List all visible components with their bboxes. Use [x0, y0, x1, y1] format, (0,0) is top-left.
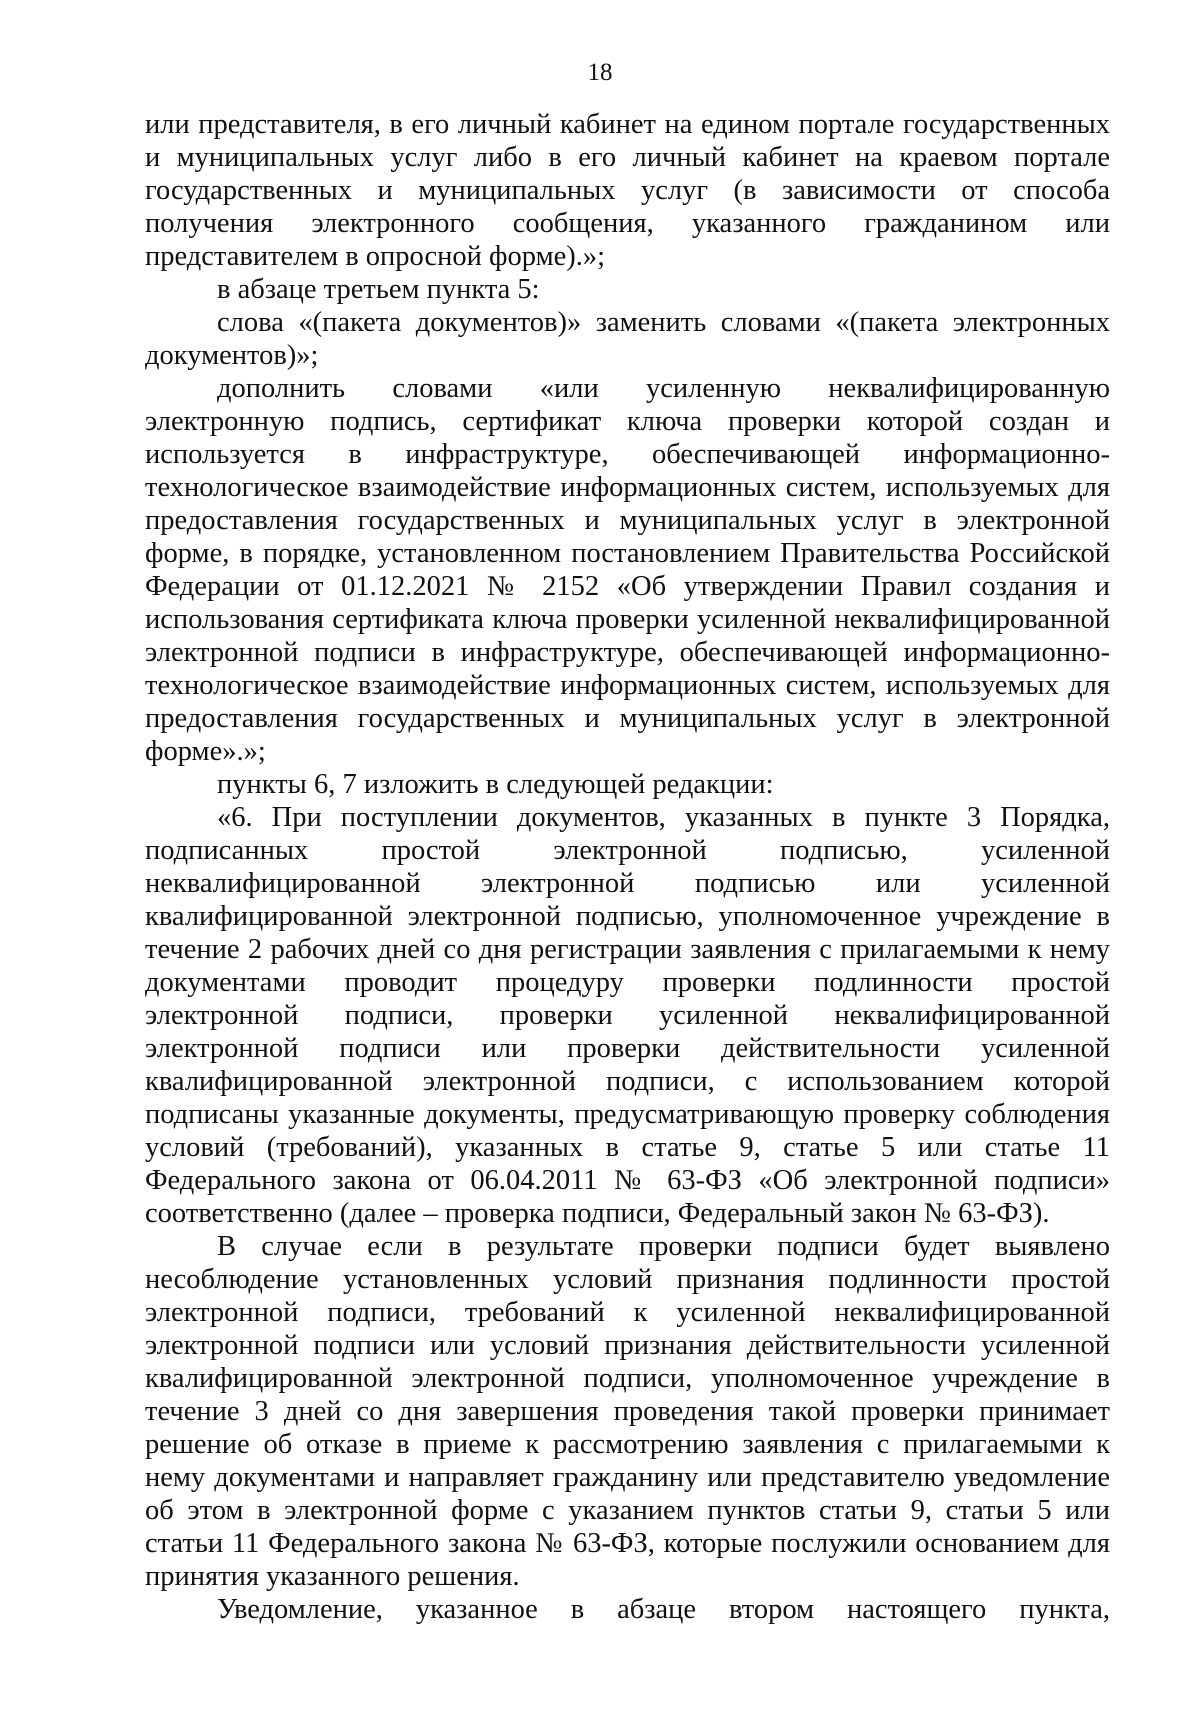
paragraph-items-6-7: пункты 6, 7 изложить в следующей редакции: — [217, 769, 774, 800]
paragraph-signature-check-failure: В случае если в результате проверки подписи будет выявлено несоблюдение установленных условий признания подлинности простой электронной подписи, требований к усиленной неквалифицированной электронной подписи или условий признания действительности усиленной квалифицированной электронной подписи, уполномоченное учреждение в течение 3 дней со дня завершения проведения такой проверки принимает решение об отказе в приеме к рассмотрению заявления с прилагаемыми к нему документами и направляет гражданину или представителю уведомление об этом в электронной форме с указанием пунктов статьи 9, статьи 5 или статьи 11 Федерального закона № 63-ФЗ, которые послужили основанием для принятия указанного решения. — [145, 1231, 1110, 1592]
paragraph-replace-words: слова «(пакета документов)» заменить словами «(пакета электронных документов)»; — [145, 307, 1110, 371]
document-body — [145, 108, 1110, 1626]
page-number: 18 — [587, 59, 613, 86]
paragraph-notification: Уведомление, указанное в абзаце втором настоящего пункта, — [217, 1594, 1110, 1625]
paragraph-supplement-words: дополнить словами «или усиленную неквалифицированную электронную подпись, сертификат ключа проверки которой создан и используется в инфраструктуре, обеспечивающей информационно-технологическое взаимодействие информационных систем, используемых для предоставления государственных и муниципальных услуг в электронной форме, в порядке, установленном постановлением Правительства Российской Федерации от 01.12.2021 № 2152 «Об утверждении Правил создания и использования сертификата ключа проверки усиленной неквалифицированной электронной подписи в инфраструктуре, обеспечивающей информационно-технологическое взаимодействие информационных систем, используемых для предоставления государственных и муниципальных услуг в электронной форме».»; — [145, 373, 1110, 767]
paragraph-item-6: «6. При поступлении документов, указанных в пункте 3 Порядка, подписанных простой электронной подписью, усиленной неквалифицированной электронной подписью или усиленной квалифицированной электронной подписью, уполномоченное учреждение в течение 2 рабочих дней со дня регистрации заявления с прилагаемыми к нему документами проводит процедуру проверки подлинности простой электронной подписи, проверки усиленной неквалифицированной электронной подписи или проверки действительности усиленной квалифицированной электронной подписи, с использованием которой подписаны указанные документы, предусматривающую проверку соблюдения условий (требований), указанных в статье 9, статье 5 или статье 11 Федерального закона от 06.04.2011 № 63-ФЗ «Об электронной подписи» соответственно (далее – проверка подписи, Федеральный закон № 63-ФЗ). — [145, 802, 1110, 1229]
paragraph-amendment-item-5: в абзаце третьем пункта 5: — [217, 274, 540, 305]
paragraph-continuation: или представителя, в его личный кабинет на едином портале государственных и муниципальных услуг либо в его личный кабинет на краевом портале государственных и муниципальных услуг (в зависимости от способа получения электронного сообщения, указанного гражданином или представителем в опросной форме).»; — [145, 109, 1110, 272]
